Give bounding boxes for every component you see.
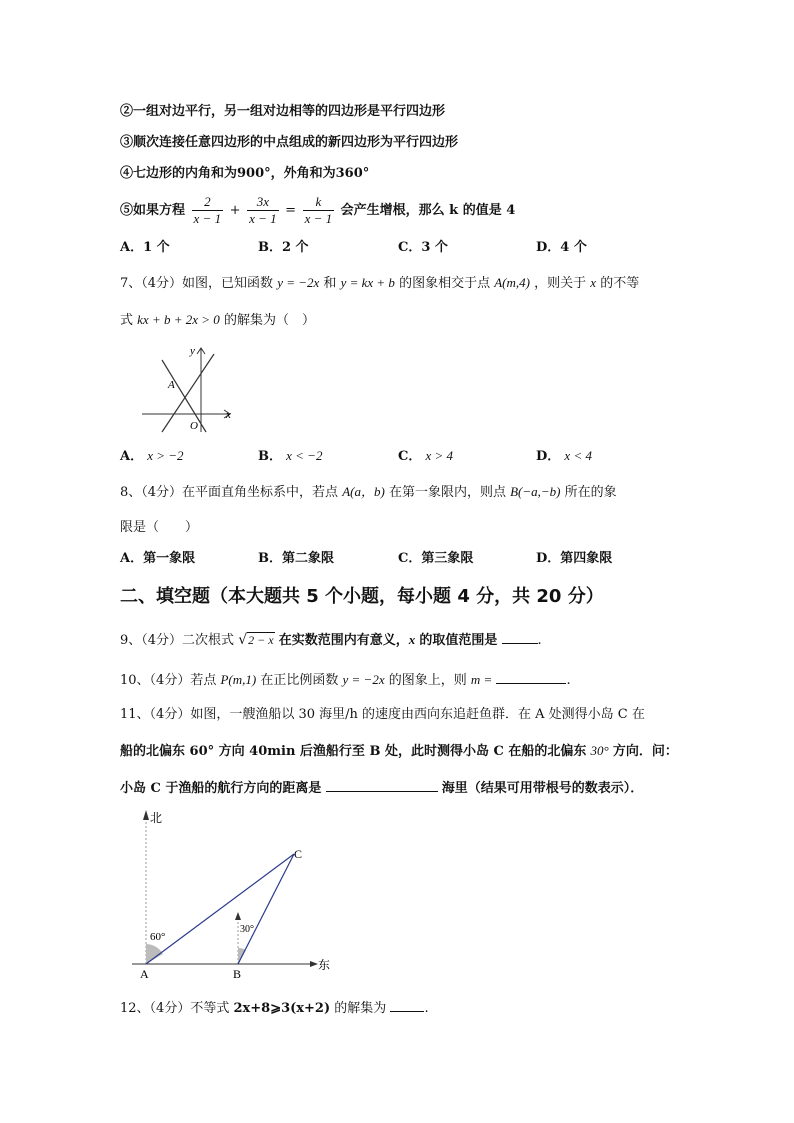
fig-label-y: y [190,345,195,357]
q7-line-1 [120,273,639,294]
q7-inequality: kx + b + 2x > 0 [137,312,220,327]
plus-sign: + [229,203,241,218]
section-2-title: 二、填空题（本大题共 5 个小题，每小题 4 分，共 20 分） [120,586,604,607]
q8-option-c: C．第三象限 [398,551,474,566]
q6-option-c: C．3 个 [398,240,448,255]
q7-option-c-label: C． [398,449,422,464]
sqrt-sign: √ [238,632,248,648]
q7-option-b [258,446,322,467]
fraction-1 [192,194,224,227]
fig-label-30: 30° [240,924,254,935]
q11-text-c: 小岛 C 于渔船的航行方向的距离是 [120,781,322,796]
q12-text-b: 的解集为 [334,1001,387,1016]
q10-variable-m: m = [470,672,493,687]
q6-item5-prefix: ⑤如果方程 [120,203,186,218]
q11-text-d: 海里（结果可用带根号的数表示）． [441,781,644,796]
east-arrow [310,961,318,967]
q12-text-a: 12、（4分）不等式 [120,1001,230,1016]
fraction-2-denominator: x − 1 [249,211,277,226]
q12-inequality: 2x+8⩾3(x+2) [233,1001,331,1016]
q7-option-a [120,446,184,467]
line-kx-plus-b [162,354,214,432]
q8-line-1 [120,482,617,503]
q8-option-d: D．第四象限 [536,551,613,566]
fig-label-a: A [168,379,175,391]
q11-line-1: 11、（4分）如图，一艘渔船以 30 海里/h 的速度由西向东追赶鱼群．在 A 处测得小岛 C 在 [120,707,645,722]
fig-label-a: A [140,967,149,981]
equals-sign: = [285,203,297,218]
fraction-3-numerator: k [303,194,335,211]
fraction-1-numerator: 2 [192,194,224,211]
q11-line-2 [120,741,678,762]
q9-text-a: 9、（4分）二次根式 [120,633,235,648]
fraction-2 [247,194,279,227]
q12-line [120,997,429,1019]
q6-item-4: ④七边形的内角和为900°，外角和为360° [120,166,370,181]
q7-variable-x: x [590,275,597,290]
fraction-3-denominator: x − 1 [304,211,333,226]
q9-line [120,629,542,651]
q8-point-a: A(a，b) [342,484,385,499]
q10-end: . [566,673,571,688]
q10-text-c: 的图象上，则 [388,673,467,688]
q9-end: . [537,633,542,648]
q8-text-b: 在第一象限内，则点 [388,485,506,500]
q7-text-e: 式 [120,313,134,328]
fig-label-north: 北 [150,811,163,825]
q12-answer-blank[interactable] [390,997,424,1012]
q11-answer-blank[interactable] [326,777,438,792]
q11-text-a: 船的北偏东 60° 方向 40min 后渔船行至 B 处，此时测得小岛 C 在船的北偏东 [120,744,587,759]
q8-text-c: 所在的象 [564,485,617,500]
q8-point-b: B(−a,−b) [510,484,561,499]
q8-option-a: A．第一象限 [120,551,196,566]
fig-label-c: C [294,847,303,861]
q7-point-a: A(m,4) [494,275,530,290]
q6-item5-suffix: 会产生增根，那么 k 的值是 4 [340,203,516,218]
q7-text-b: 的图象相交于点 [399,276,491,291]
q7-option-b-label: B． [258,449,282,464]
q10-answer-blank[interactable] [496,669,566,684]
q7-text-and: 和 [323,276,337,291]
north-arrow-a [143,810,149,820]
q7-option-a-label: A． [120,449,144,464]
q7-function-1: y = −2x [277,275,320,290]
q9-radicand: 2 − x [248,633,274,647]
q6-item-5 [120,194,515,228]
fig-label-x: x [226,409,231,421]
fig-label-o: O [190,420,198,432]
q7-option-b-expr: x < −2 [286,448,323,463]
q10-text-a: 10、（4分）若点 [120,673,217,688]
q10-text-b: 在正比例函数 [260,673,339,688]
q8-option-b: B．第二象限 [258,551,334,566]
q7-text-c: ，则关于 [534,276,587,291]
q7-option-c-expr: x > 4 [425,448,454,463]
fig-label-b: B [233,967,242,981]
q10-line [120,669,571,691]
fraction-2-numerator: 3x [247,194,279,211]
q11-text-b: 方向．问： [612,744,678,759]
q7-text-d: 的不等 [600,276,640,291]
line-bc [238,854,294,964]
q6-item-2: ②一组对边平行，另一组对边相等的四边形是平行四边形 [120,104,446,119]
q9-variable-x: x [408,632,416,647]
q6-option-b: B．2 个 [258,240,309,255]
north-arrow-b [235,912,241,920]
q11-line-3 [120,777,643,799]
q7-option-d-expr: x < 4 [564,448,592,463]
fraction-1-denominator: x − 1 [193,211,222,226]
line-ac [146,854,294,964]
q7-text-f: 的解集为（ ） [223,313,315,328]
q9-text-c: 的取值范围是 [419,633,498,648]
q8-text-a: 8、（4分）在平面直角坐标系中，若点 [120,485,339,500]
q7-figure [138,340,238,435]
q7-function-2: y = kx + b [340,275,395,290]
q7-option-a-expr: x > −2 [147,448,184,463]
q11-degree-30: 30° [590,743,609,758]
q7-text-a: 7、（4分）如图，已知函数 [120,276,274,291]
q6-option-a: A．1 个 [120,240,170,255]
q6-option-d: D．4 个 [536,240,587,255]
q6-item-3: ③顺次连接任意四边形的中点组成的新四边形为平行四边形 [120,135,459,150]
q8-line-2: 限是（ ） [120,520,199,535]
q9-text-b: 在实数范围内有意义， [278,633,409,648]
q7-option-d-label: D． [536,449,561,464]
q10-function: y = −2x [342,672,385,687]
q11-figure [132,806,342,982]
fig-label-60: 60° [150,931,166,943]
q7-option-c [398,446,453,467]
q9-answer-blank[interactable] [502,629,538,644]
q7-line-2 [120,310,315,331]
fig-label-east: 东 [318,958,331,972]
fraction-3 [303,194,335,227]
q12-end: . [424,1001,429,1016]
q10-point-p: P(m,1) [220,672,257,687]
q7-option-d [536,446,592,467]
